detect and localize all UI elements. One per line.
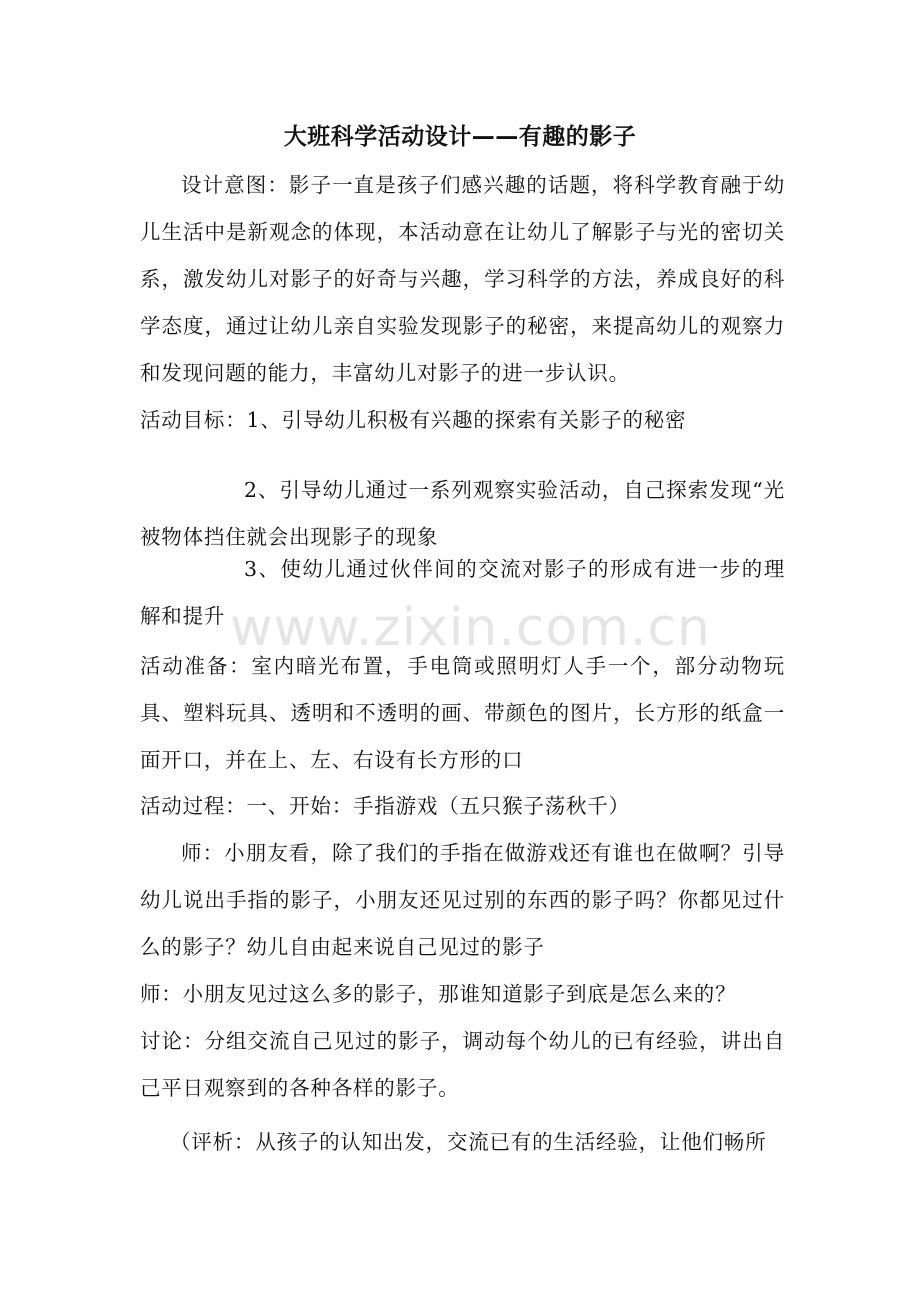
teacher-question-paragraph: 师：小朋友看，除了我们的手指在做游戏还有谁也在做啊？引导幼儿说出手指的影子，小朋友还见过别的东西的影子吗？你都见过什么的影子？幼儿自由起来说自己见过的影子: [140, 841, 785, 959]
goal-2-paragraph: 2、引导幼儿通过一系列观察实验活动，自己探索发现“光被物体挡住就会出现影子的现象: [140, 478, 785, 549]
goal-3-paragraph: 3、使幼儿通过伙伴间的交流对影子的形成有进一步的理解和提升: [140, 557, 785, 628]
design-intent-paragraph: 设计意图：影子一直是孩子们感兴趣的话题，将科学教育融于幼儿生活中是新观念的体现，本活动意在让幼儿了解影子与光的密切关系，激发幼儿对影子的好奇与兴趣，学习科学的方法，养成良好的科学态度，通过让幼儿亲自实验发现影子的秘密，来提高幼儿的观察力和发现问题的能力，丰富幼儿对影子的进一步认识。: [140, 173, 785, 385]
goal-1-paragraph: 活动目标：1、引导幼儿积极有兴趣的探索有关影子的秘密: [140, 408, 687, 432]
preparation-paragraph: 活动准备：室内暗光布置，手电筒或照明灯人手一个，部分动物玩具、塑料玩具、透明和不透明的画、带颜色的图片，长方形的纸盒一面开口，并在上、左、右设有长方形的口: [140, 654, 785, 772]
discussion-paragraph: 讨论：分组交流自己见过的影子，调动每个幼儿的已有经验，讲出自己平日观察到的各种各样的影子。: [140, 1029, 785, 1100]
analysis-paragraph: （评析：从孩子的认知出发，交流已有的生活经验，让他们畅所: [170, 1130, 767, 1154]
document-title: 大班科学活动设计——有趣的影子: [283, 124, 637, 150]
process-paragraph: 活动过程：一、开始：手指游戏（五只猴子荡秋千）: [140, 794, 630, 818]
watermark: www.zixin.com.cn: [230, 598, 711, 658]
teacher-followup-paragraph: 师：小朋友见过这么多的影子，那谁知道影子到底是怎么来的？: [140, 982, 737, 1006]
